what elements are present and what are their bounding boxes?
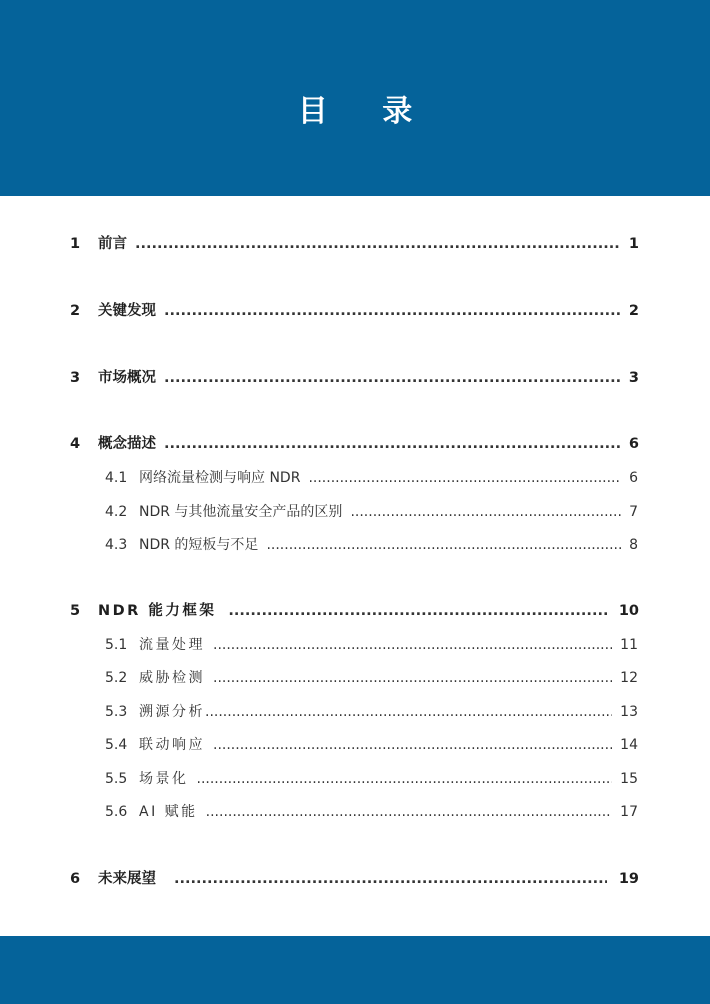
page-title: 目 录 bbox=[297, 94, 435, 129]
toc-title: 场景化 bbox=[139, 771, 189, 787]
toc-entry-section-5-1[interactable] bbox=[105, 634, 638, 656]
toc-title: NDR 能力框架 bbox=[98, 603, 217, 619]
toc-title: 概念描述 bbox=[98, 436, 156, 452]
toc-title: 溯源分析 bbox=[139, 704, 205, 720]
toc-title: 未来展望 bbox=[98, 871, 156, 887]
toc-page-number: 12 bbox=[620, 670, 638, 686]
toc-number: 5.3 bbox=[105, 704, 128, 720]
toc-number: 5.5 bbox=[105, 771, 128, 787]
toc-entry-section-5-2[interactable] bbox=[105, 667, 638, 689]
toc-page-number: 13 bbox=[620, 704, 638, 720]
toc-entry-section-5-6[interactable] bbox=[105, 801, 638, 823]
dot-leader bbox=[308, 467, 621, 489]
toc-entry-section-5-5[interactable] bbox=[105, 768, 638, 790]
toc-title: 联动响应 bbox=[139, 737, 205, 753]
dot-leader bbox=[206, 801, 613, 823]
toc-page-number: 1 bbox=[628, 236, 639, 252]
toc-title: AI 赋能 bbox=[139, 804, 198, 820]
toc-number: 5.1 bbox=[105, 637, 128, 653]
toc-number: 5.2 bbox=[105, 670, 128, 686]
toc-number: 3 bbox=[70, 370, 81, 386]
toc-number: 6 bbox=[70, 871, 81, 887]
dot-leader bbox=[213, 734, 612, 756]
toc-page-number: 14 bbox=[620, 737, 638, 753]
dot-leader bbox=[213, 634, 612, 656]
dot-leader bbox=[350, 501, 621, 523]
toc-entry-chapter-4[interactable] bbox=[70, 433, 639, 455]
toc-page-number: 6 bbox=[629, 470, 638, 486]
toc-entry-section-5-4[interactable] bbox=[105, 734, 638, 756]
toc-title: NDR 与其他流量安全产品的区别 bbox=[139, 504, 343, 520]
toc-number: 2 bbox=[70, 303, 81, 319]
toc-entry-chapter-6[interactable] bbox=[70, 868, 639, 890]
toc-title: 流量处理 bbox=[139, 637, 205, 653]
toc-entry-section-5-3[interactable] bbox=[105, 701, 638, 723]
toc-entry-chapter-3[interactable] bbox=[70, 367, 639, 389]
dot-leader bbox=[135, 233, 621, 255]
toc-page-number: 15 bbox=[620, 771, 638, 787]
footer-band bbox=[0, 936, 710, 1004]
toc-page-number: 2 bbox=[628, 303, 639, 319]
dot-leader bbox=[164, 433, 621, 455]
toc-title: 网络流量检测与响应 NDR bbox=[139, 470, 301, 486]
dot-leader bbox=[228, 600, 606, 622]
dot-leader bbox=[197, 768, 613, 790]
toc-number: 5 bbox=[70, 603, 81, 619]
dot-leader bbox=[205, 701, 612, 723]
toc-entry-section-4-3[interactable] bbox=[105, 534, 638, 556]
toc-number: 5.4 bbox=[105, 737, 128, 753]
toc-number: 4 bbox=[70, 436, 81, 452]
toc-number: 5.6 bbox=[105, 804, 128, 820]
toc-page-number: 10 bbox=[618, 603, 639, 619]
toc-page-number: 17 bbox=[620, 804, 638, 820]
dot-leader bbox=[213, 667, 612, 689]
toc-title: 威胁检测 bbox=[139, 670, 205, 686]
toc-page-number: 19 bbox=[618, 871, 639, 887]
toc-page-number: 7 bbox=[629, 504, 638, 520]
toc-number: 4.1 bbox=[105, 470, 128, 486]
toc-title: NDR 的短板与不足 bbox=[139, 537, 259, 553]
dot-leader bbox=[266, 534, 621, 556]
toc-entry-chapter-2[interactable] bbox=[70, 300, 639, 322]
toc-page-number: 3 bbox=[628, 370, 639, 386]
dot-leader bbox=[164, 367, 621, 389]
toc-page-number: 6 bbox=[628, 436, 639, 452]
dot-leader bbox=[164, 300, 621, 322]
toc-entry-chapter-5[interactable] bbox=[70, 600, 639, 622]
toc-number: 1 bbox=[70, 236, 81, 252]
toc-page-number: 11 bbox=[620, 637, 638, 653]
dot-leader bbox=[174, 868, 607, 890]
toc-title: 关键发现 bbox=[98, 303, 156, 319]
toc-entry-section-4-2[interactable] bbox=[105, 501, 638, 523]
toc-number: 4.3 bbox=[105, 537, 128, 553]
toc-page-number: 8 bbox=[629, 537, 638, 553]
toc-entry-chapter-1[interactable] bbox=[70, 233, 639, 255]
toc-title: 前言 bbox=[98, 236, 127, 252]
toc-title: 市场概况 bbox=[98, 370, 156, 386]
toc-number: 4.2 bbox=[105, 504, 128, 520]
toc-entry-section-4-1[interactable] bbox=[105, 467, 638, 489]
